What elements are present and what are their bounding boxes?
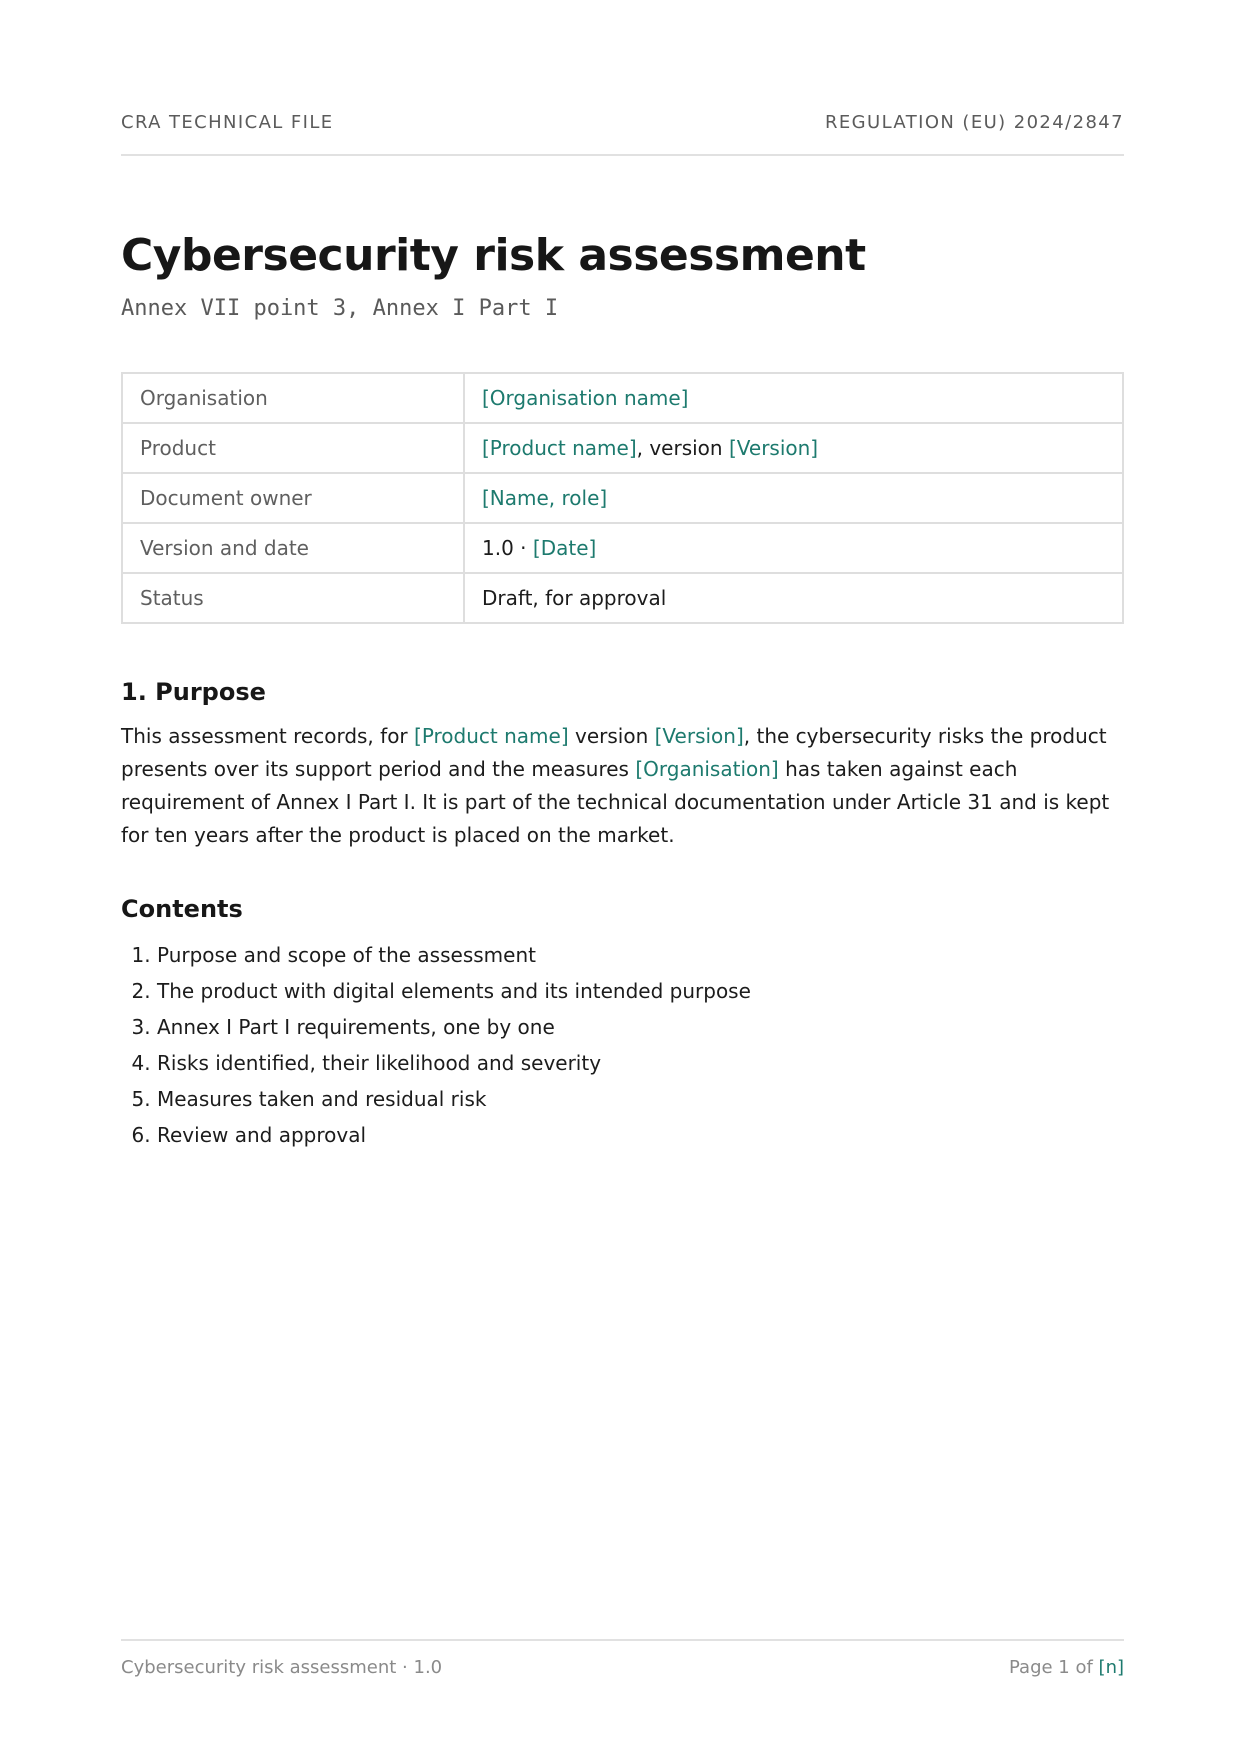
page-number-prefix: Page 1 of (1009, 1657, 1099, 1678)
version-date-label: Version and date (122, 523, 464, 573)
footer-divider (121, 1639, 1124, 1641)
version-date-value (464, 523, 1123, 573)
running-footer (121, 1657, 1124, 1678)
product-version-separator: , version (636, 436, 729, 460)
list-item: 4. Risks identified, their likelihood and severity (157, 1045, 751, 1081)
status-value: Draft, for approval (464, 573, 1123, 623)
table-row (122, 523, 1123, 573)
page-subtitle: Annex VII point 3, Annex I Part I (121, 296, 559, 321)
contents-heading: Contents (121, 895, 243, 923)
header-document-type: CRA TECHNICAL FILE (121, 112, 334, 133)
document-metadata-table (121, 372, 1124, 624)
date-placeholder: [Date] (532, 536, 597, 560)
header-divider (121, 154, 1124, 156)
purpose-paragraph (121, 720, 1124, 852)
running-header (121, 112, 1124, 133)
version-number: 1.0 · (482, 536, 533, 560)
table-row (122, 423, 1123, 473)
page-title: Cybersecurity risk assessment (121, 230, 866, 281)
purpose-text: has taken against each requirement of Annex I Part I. It is part of the technical documentation under Article 31 and is kept for ten years after the product is placed on the market. (121, 757, 1110, 847)
product-value (464, 423, 1123, 473)
page-total-placeholder: [n] (1098, 1657, 1124, 1678)
list-item: 1. Purpose and scope of the assessment (157, 937, 751, 973)
purpose-text: , the cybersecurity risks the product presents over its support period and the measures (121, 724, 1107, 781)
footer-document-label: Cybersecurity risk assessment · 1.0 (121, 1657, 443, 1678)
purpose-text: version (568, 724, 655, 748)
product-label: Product (122, 423, 464, 473)
document-owner-placeholder: [Name, role] (482, 486, 608, 510)
product-name-placeholder: [Product name] (414, 724, 569, 748)
header-regulation-reference: REGULATION (EU) 2024/2847 (824, 112, 1124, 133)
page-number (1009, 1657, 1124, 1678)
organisation-placeholder: [Organisation name] (482, 386, 689, 410)
document-owner-value (464, 473, 1123, 523)
table-row (122, 373, 1123, 423)
contents-list (121, 937, 751, 1153)
table-row (122, 473, 1123, 523)
document-page (121, 0, 1124, 1754)
list-item: 5. Measures taken and residual risk (157, 1081, 751, 1117)
organisation-value (464, 373, 1123, 423)
list-item: 6. Review and approval (157, 1117, 751, 1153)
list-item: 3. Annex I Part I requirements, one by one (157, 1009, 751, 1045)
product-name-placeholder: [Product name] (482, 436, 637, 460)
organisation-label: Organisation (122, 373, 464, 423)
purpose-text: This assessment records, for (121, 724, 415, 748)
list-item: 2. The product with digital elements and its intended purpose (157, 973, 751, 1009)
document-owner-label: Document owner (122, 473, 464, 523)
status-label: Status (122, 573, 464, 623)
organisation-placeholder: [Organisation] (635, 757, 779, 781)
purpose-heading: 1. Purpose (121, 678, 266, 706)
table-row (122, 573, 1123, 623)
product-version-placeholder: [Version] (728, 436, 819, 460)
version-placeholder: [Version] (654, 724, 744, 748)
